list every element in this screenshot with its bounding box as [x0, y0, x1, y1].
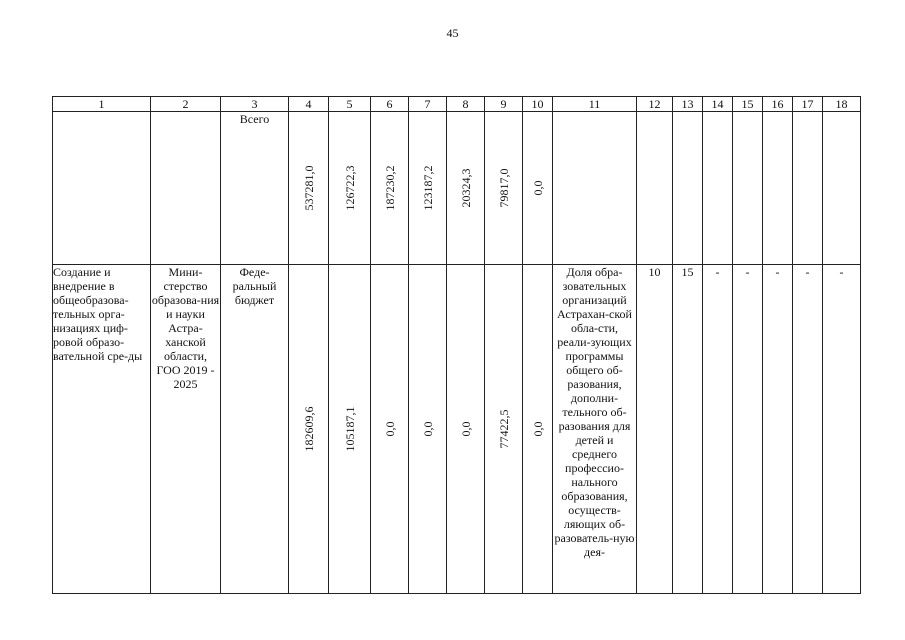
total-col8: [447, 112, 485, 265]
page-number: 45: [446, 26, 459, 40]
indicator-value: -: [793, 265, 823, 594]
header-cell: 5: [329, 97, 371, 112]
total-col7: [409, 112, 447, 265]
header-cell: 3: [221, 97, 289, 112]
indicator-value: -: [703, 265, 733, 594]
total-value: 123187,2: [420, 165, 435, 211]
header-cell: 13: [673, 97, 703, 112]
header-cell: 9: [485, 97, 523, 112]
responsible-executor: Мини-стерство образова-ния и науки Астра-ханской области, ГОО 2019 - 2025: [151, 265, 221, 594]
header-cell: 14: [703, 97, 733, 112]
header-cell: 15: [733, 97, 763, 112]
header-cell: 12: [637, 97, 673, 112]
header-cell: 2: [151, 97, 221, 112]
total-col13: [673, 112, 703, 265]
header-cell: 17: [793, 97, 823, 112]
header-row: [53, 97, 861, 112]
total-value: 126722,3: [342, 165, 357, 211]
main-col8: [447, 265, 485, 594]
header-cell: 7: [409, 97, 447, 112]
header-cell: 1: [53, 97, 151, 112]
indicator-value: -: [763, 265, 793, 594]
total-row: [53, 112, 861, 265]
total-col17: [793, 112, 823, 265]
data-table: [52, 96, 861, 594]
main-value: 0,0: [530, 421, 545, 437]
indicator-value: 15: [673, 265, 703, 594]
total-value: 0,0: [530, 180, 545, 196]
indicator-value: -: [823, 265, 861, 594]
total-col16: [763, 112, 793, 265]
main-row: [53, 265, 861, 594]
total-col18: [823, 112, 861, 265]
main-value: 182609,6: [301, 406, 316, 452]
total-label: Всего: [221, 112, 289, 265]
main-value: 0,0: [382, 421, 397, 437]
funding-source: Феде-ральный бюджет: [221, 265, 289, 594]
total-col15: [733, 112, 763, 265]
total-col6: [371, 112, 409, 265]
total-col11: [553, 112, 637, 265]
activity-name: Создание и внедрение в общеобразова-тельных орга-низациях циф-ровой образо-вательной сре-ды: [53, 265, 151, 594]
total-value: 537281,0: [301, 165, 316, 211]
main-col7: [409, 265, 447, 594]
header-cell: 10: [523, 97, 553, 112]
header-cell: 6: [371, 97, 409, 112]
total-col12: [637, 112, 673, 265]
total-col2: [151, 112, 221, 265]
header-cell: 16: [763, 97, 793, 112]
total-value: 187230,2: [382, 165, 397, 211]
main-value: 0,0: [420, 421, 435, 437]
main-value: 77422,5: [496, 409, 511, 449]
total-col14: [703, 112, 733, 265]
indicator-value: -: [733, 265, 763, 594]
indicator-value: 10: [637, 265, 673, 594]
header-cell: 11: [553, 97, 637, 112]
total-col5: [329, 112, 371, 265]
main-value: 0,0: [458, 421, 473, 437]
main-col4: [289, 265, 329, 594]
total-value: 20324,3: [458, 168, 473, 208]
total-col9: [485, 112, 523, 265]
main-value: 105187,1: [342, 406, 357, 452]
total-col4: [289, 112, 329, 265]
main-col5: [329, 265, 371, 594]
total-col10: [523, 112, 553, 265]
header-cell: 18: [823, 97, 861, 112]
total-value: 79817,0: [496, 168, 511, 208]
main-col6: [371, 265, 409, 594]
main-col9: [485, 265, 523, 594]
indicator-description: Доля обра-зовательных организаций Астрахан-ской обла-сти, реали-зующих программы общего об-разования, дополни-тельного об-разования для детей и среднего профессио-нального образования, осуществ-ляющих об-разователь-ную дея-: [553, 265, 637, 594]
main-col10: [523, 265, 553, 594]
total-col1: [53, 112, 151, 265]
header-cell: 4: [289, 97, 329, 112]
header-cell: 8: [447, 97, 485, 112]
